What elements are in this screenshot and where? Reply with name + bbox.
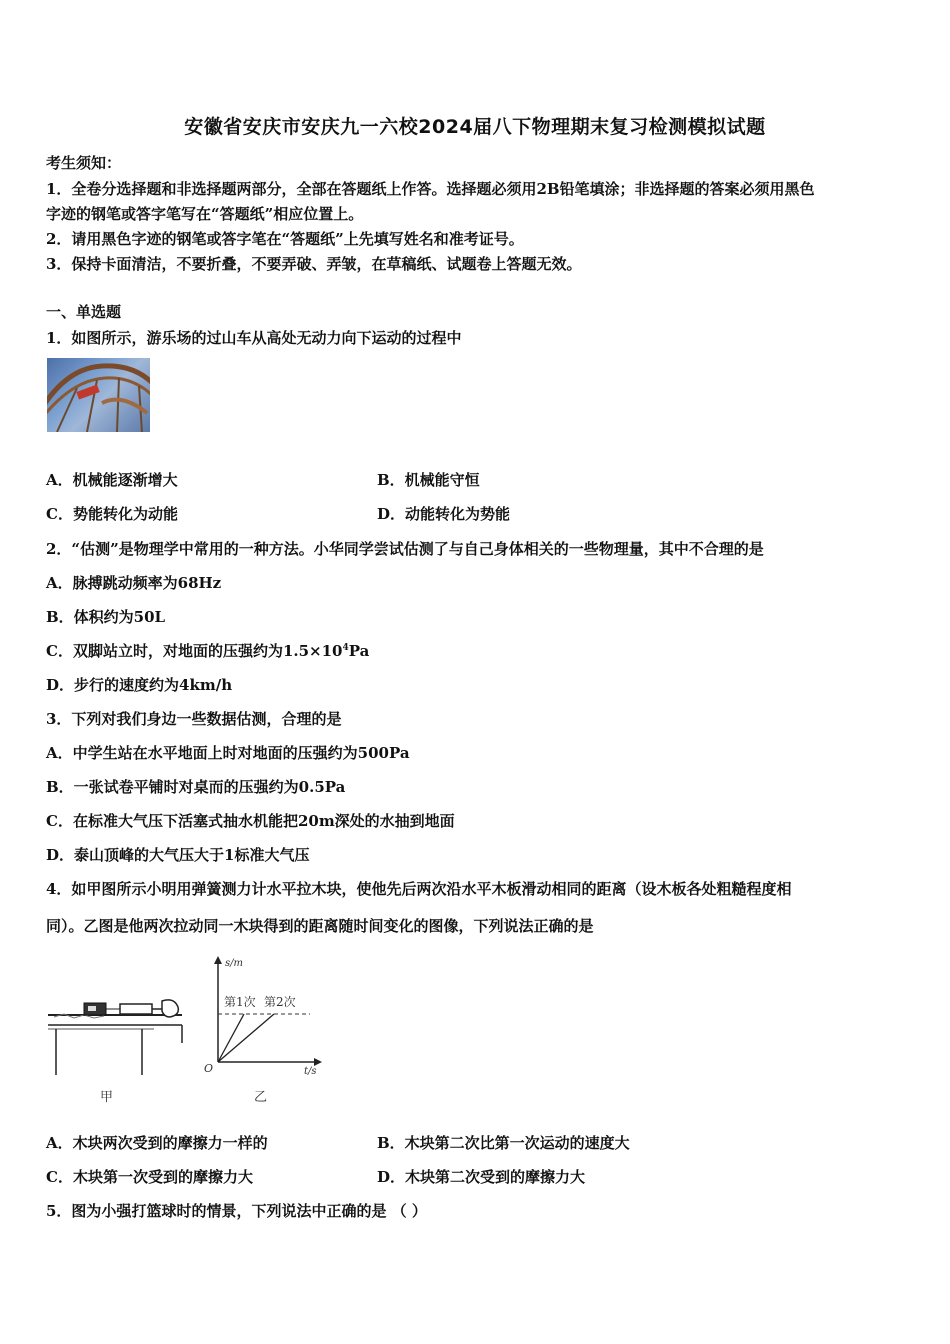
question-4-option-b: B．木块第二次比第一次运动的速度大 — [377, 1134, 630, 1152]
question-4-option-d: D．木块第二次受到的摩擦力大 — [377, 1168, 586, 1186]
line-1-label: 第1次 — [224, 995, 256, 1009]
question-3-option-d: D．泰山顶峰的大气压大于1标准大气压 — [46, 846, 310, 864]
question-4-option-c: C．木块第一次受到的摩擦力大 — [46, 1168, 253, 1186]
question-3-option-c: C．在标准大气压下活塞式抽水机能把20m深处的水抽到地面 — [46, 812, 455, 830]
question-1-stem: 1．如图所示，游乐场的过山车从高处无动力向下运动的过程中 — [46, 329, 462, 347]
question-1-option-d: D．动能转化为势能 — [377, 505, 511, 523]
option-c-exponent: 4 — [342, 643, 349, 653]
origin-label: O — [204, 1062, 214, 1075]
distance-time-graph — [198, 950, 328, 1105]
question-2-option-d: D．步行的速度约为4km/h — [46, 676, 233, 694]
question-1-option-c: C．势能转化为动能 — [46, 505, 178, 523]
section-heading: 一、单选题 — [46, 303, 122, 321]
question-5-stem: 5．图为小强打篮球时的情景，下列说法中正确的是 （ ） — [46, 1202, 427, 1220]
question-2-option-b: B．体积约为50L — [46, 608, 166, 626]
roller-coaster-photo — [47, 358, 150, 432]
figure-jia — [44, 985, 194, 1105]
question-3-option-b: B．一张试卷平铺时对桌而的压强约为0.5Pa — [46, 778, 346, 796]
roller-coaster-image — [47, 358, 150, 432]
question-4-stem-line-1: 4．如甲图所示小明用弹簧测力计水平拉木块，使他先后两次沿水平木板滑动相同的距离（设木板各处粗糙程度相 — [46, 880, 792, 898]
question-4-stem-line-2: 同）。乙图是他两次拉动同一木块得到的距离随时间变化的图像，下列说法正确的是 — [46, 917, 594, 935]
figure-yi-label: 乙 — [254, 1090, 268, 1105]
notice-item: 1．全卷分选择题和非选择题两部分，全部在答题纸上作答。选择题必须用2B铅笔填涂；非选择题的答案必须用黑色 — [46, 180, 815, 198]
line-2-label: 第2次 — [264, 995, 296, 1009]
option-c-text: C．双脚站立时，对地面的压强约为1.5×10 — [46, 642, 343, 660]
figure-yi — [198, 950, 328, 1105]
notice-item: 2．请用黑色字迹的钢笔或答字笔在“答题纸”上先填写姓名和准考证号。 — [46, 230, 524, 248]
question-4-option-a: A．木块两次受到的摩擦力一样的 — [46, 1134, 268, 1152]
question-1-option-a: A．机械能逐渐增大 — [46, 471, 178, 489]
spring-scale-setup-drawing — [44, 985, 194, 1105]
question-2-option-c — [46, 640, 369, 661]
notice-item: 字迹的钢笔或答字笔写在“答题纸”相应位置上。 — [46, 205, 364, 223]
question-3-option-a: A．中学生站在水平地面上时对地面的压强约为500Pa — [46, 744, 410, 762]
notice-heading: 考生须知： — [46, 154, 122, 172]
page-title: 安徽省安庆市安庆九一六校2024届八下物理期末复习检测模拟试题 — [184, 116, 766, 138]
notice-item: 3．保持卡面清洁，不要折叠，不要弄破、弄皱，在草稿纸、试题卷上答题无效。 — [46, 255, 582, 273]
question-2-stem: 2．“估测”是物理学中常用的一种方法。小华同学尝试估测了与自己身体相关的一些物理量，其中不合理的是 — [46, 540, 764, 558]
option-c-unit: Pa — [348, 642, 370, 660]
question-2-option-a: A．脉搏跳动频率为68Hz — [46, 574, 222, 592]
x-axis-label: t/s — [304, 1066, 317, 1077]
y-axis-label: s/m — [225, 958, 243, 969]
question-1-option-b: B．机械能守恒 — [377, 471, 480, 489]
question-3-stem: 3．下列对我们身边一些数据估测，合理的是 — [46, 710, 342, 728]
figure-jia-label: 甲 — [100, 1090, 114, 1105]
